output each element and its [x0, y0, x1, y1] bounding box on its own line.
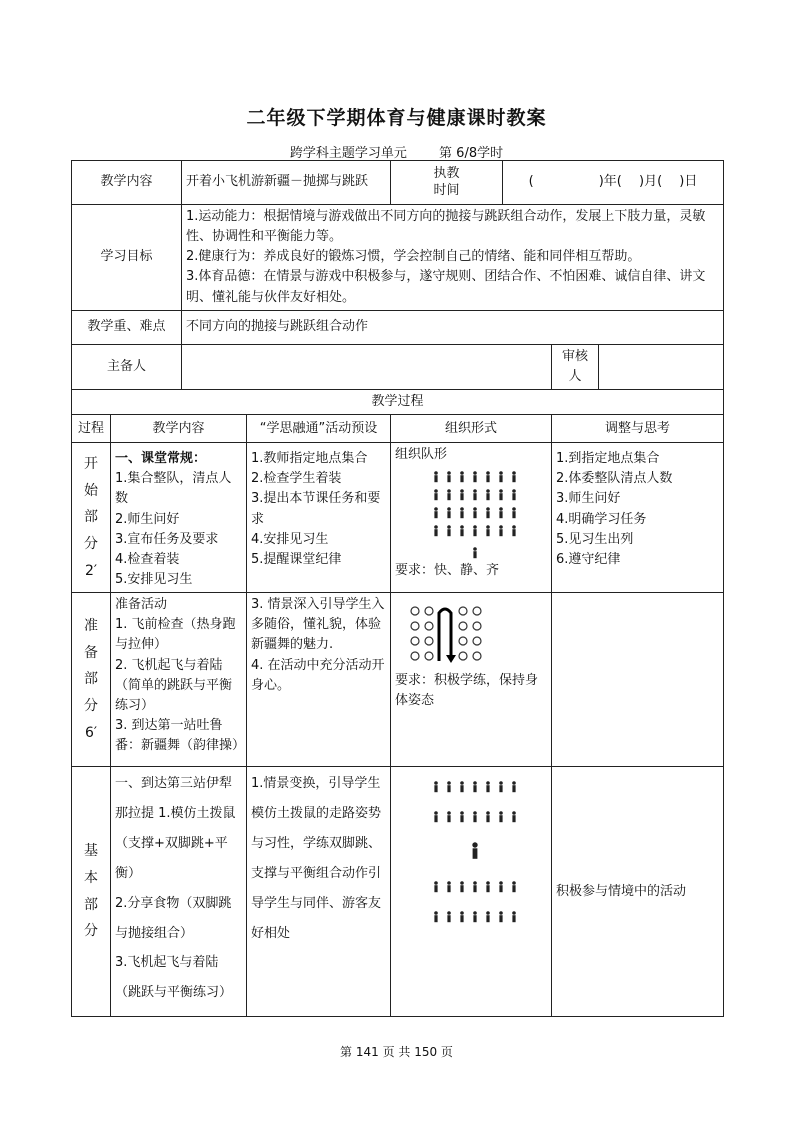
content-label: 教学内容: [72, 161, 182, 205]
date-value: ( )年( )月( )日: [503, 161, 724, 205]
goal-item: 2.健康行为：养成良好的锻炼习惯，学会控制自己的情绪、能和同伴相互帮助。: [186, 249, 641, 265]
student-figure: [499, 811, 503, 815]
student-figure: [473, 815, 476, 822]
student-figure: [512, 507, 516, 511]
student-figure: [512, 529, 515, 536]
student-circle: [473, 622, 481, 630]
student-figure: [512, 881, 516, 885]
student-figure: [434, 915, 437, 922]
student-circle: [473, 607, 481, 615]
student-figure: [460, 493, 463, 500]
student-figure: [434, 507, 438, 511]
student-figure: [486, 511, 489, 518]
student-figure: [512, 815, 515, 822]
org-note: 要求：积极学练，保持身体姿态: [395, 673, 539, 709]
student-figure: [447, 511, 450, 518]
student-figure: [512, 885, 515, 892]
prep-organization: [391, 593, 552, 767]
student-figure: [472, 842, 477, 847]
student-figure: [434, 911, 438, 915]
student-circle: [425, 652, 433, 660]
student-figure: [473, 915, 476, 922]
student-circle: [411, 622, 419, 630]
student-figure: [473, 911, 477, 915]
student-circle: [459, 607, 467, 615]
student-figure: [447, 811, 451, 815]
student-figure: [473, 493, 476, 500]
student-figure: [473, 547, 477, 551]
stage-prep: 准 备 部 分 6′: [72, 593, 111, 767]
teach-time-label: 执教 时间: [391, 161, 503, 205]
student-figure: [499, 815, 502, 822]
student-figure: [499, 529, 502, 536]
student-figure: [473, 811, 477, 815]
student-figure: [499, 525, 503, 529]
student-figure: [434, 493, 437, 500]
student-figure: [486, 475, 489, 482]
student-figure: [512, 911, 516, 915]
student-circle: [459, 622, 467, 630]
student-figure: [447, 911, 451, 915]
student-circle: [425, 637, 433, 645]
student-figure: [473, 881, 477, 885]
lesson-plan-table: [71, 160, 724, 1017]
student-figure: [447, 815, 450, 822]
start-organization: [391, 443, 552, 593]
student-figure: [434, 881, 438, 885]
circle-formation-diagram: [405, 603, 485, 667]
student-figure: [447, 489, 451, 493]
student-figure: [512, 781, 516, 785]
goals-list: [182, 205, 724, 311]
student-figure: [499, 785, 502, 792]
student-figure: [447, 885, 450, 892]
student-figure: [434, 511, 437, 518]
formation-diagram: [416, 467, 526, 559]
route-arrow-head: [446, 655, 456, 663]
process-label: 教学过程: [72, 389, 724, 414]
col-header-activity: “学思融通”活动预设: [247, 415, 391, 443]
student-figure: [447, 785, 450, 792]
prep-adjust: [552, 593, 724, 767]
student-figure: [460, 489, 464, 493]
col-header-content: 教学内容: [111, 415, 247, 443]
student-figure: [447, 881, 451, 885]
student-figure: [473, 848, 478, 859]
student-circle: [473, 652, 481, 660]
student-figure: [473, 885, 476, 892]
student-figure: [434, 781, 438, 785]
student-figure: [460, 507, 464, 511]
student-figure: [434, 815, 437, 822]
student-figure: [512, 489, 516, 493]
student-figure: [447, 529, 450, 536]
student-figure: [434, 471, 438, 475]
student-figure: [447, 471, 451, 475]
student-figure: [486, 885, 489, 892]
page-title: 二年级下学期体育与健康课时教案: [246, 107, 547, 129]
student-figure: [460, 471, 464, 475]
student-circle: [411, 652, 419, 660]
student-figure: [460, 881, 464, 885]
student-figure: [499, 911, 503, 915]
route-arrow: [439, 609, 451, 661]
student-figure: [499, 885, 502, 892]
student-figure: [447, 493, 450, 500]
student-figure: [499, 915, 502, 922]
student-figure: [512, 475, 515, 482]
student-figure: [473, 511, 476, 518]
student-figure: [473, 525, 477, 529]
page-footer: 第 141 页 共 150 页: [340, 1045, 453, 1059]
student-figure: [473, 551, 476, 558]
goals-label: 学习目标: [72, 205, 182, 311]
start-content: 一、课堂常规： 1.集合整队，清点人数 2.师生问好 3.宣布任务及要求 4.检查着装 5.安排见习生: [111, 443, 247, 593]
goal-item: 3.体育品德：在情景与游戏中积极参与，遂守规则、团结合作、不怕困难、诚信自律、讲文明、懂礼能与伙伴友好相处。: [186, 269, 706, 305]
student-figure: [460, 511, 463, 518]
student-figure: [460, 785, 463, 792]
student-figure: [499, 489, 503, 493]
student-figure: [499, 471, 503, 475]
student-figure: [473, 489, 477, 493]
student-figure: [512, 785, 515, 792]
prep-content: 准备活动 1. 飞前检查（热身跑与拉伸） 2. 飞机起飞与着陆（简单的跳跃与平衡练习） 3. 到达第一站吐鲁番：新疆舞（韵律操）: [111, 593, 247, 767]
student-figure: [486, 781, 490, 785]
student-circle: [425, 607, 433, 615]
org-note: 要求：快、静、齐: [395, 563, 500, 579]
student-figure: [460, 529, 463, 536]
student-figure: [447, 781, 451, 785]
content-value: 开着小飞机游新疆－抛掷与跳跃: [182, 161, 391, 205]
reviewer-label: 审核人: [552, 344, 599, 389]
key-points-value: 不同方向的抛接与跳跃组合动作: [182, 310, 724, 344]
student-figure: [499, 493, 502, 500]
basic-organization: [391, 767, 552, 1017]
student-figure: [486, 915, 489, 922]
basic-formation-diagram: [416, 775, 526, 925]
stage-basic: 基 本 部 分: [72, 767, 111, 1017]
student-figure: [486, 493, 489, 500]
unit-label: 跨学科主题学习单元: [289, 146, 407, 161]
student-figure: [486, 489, 490, 493]
student-figure: [460, 815, 463, 822]
student-figure: [447, 475, 450, 482]
reviewer-value: [599, 344, 724, 389]
student-figure: [434, 529, 437, 536]
student-figure: [486, 911, 490, 915]
student-figure: [499, 881, 503, 885]
student-figure: [460, 811, 464, 815]
student-figure: [486, 811, 490, 815]
col-header-stage: 过程: [72, 415, 111, 443]
student-figure: [447, 507, 451, 511]
student-figure: [512, 511, 515, 518]
student-circle: [473, 637, 481, 645]
student-figure: [434, 885, 437, 892]
student-figure: [473, 785, 476, 792]
student-figure: [499, 507, 503, 511]
student-circle: [411, 607, 419, 615]
subtitle: [0, 142, 793, 161]
student-figure: [486, 525, 490, 529]
preparer-label: 主备人: [72, 344, 182, 389]
student-figure: [434, 811, 438, 815]
student-figure: [486, 529, 489, 536]
student-figure: [434, 525, 438, 529]
student-figure: [512, 811, 516, 815]
key-points-label: 教学重、难点: [72, 310, 182, 344]
start-activity: 1.教师指定地点集合 2.检查学生着装 3.提出本节课任务和要求 4.安排见习生 5.提醒课堂纪律: [247, 443, 391, 593]
student-figure: [460, 915, 463, 922]
student-figure: [499, 781, 503, 785]
student-figure: [512, 915, 515, 922]
student-figure: [473, 475, 476, 482]
basic-activity: 1.情景变换，引导学生模仿土拨鼠的走路姿势与习性，学练双脚跳、支撑与平衡组合动作引导学生与同伴、游客友好相处: [247, 767, 391, 1017]
student-figure: [486, 881, 490, 885]
student-circle: [411, 637, 419, 645]
prep-activity: 3. 情景深入引导学生入多随俗，懂礼貌，体验新疆舞的魅力. 4. 在活动中充分活动开身心。: [247, 593, 391, 767]
student-figure: [434, 475, 437, 482]
student-figure: [434, 785, 437, 792]
basic-adjust: 积极参与情境中的活动: [552, 767, 724, 1017]
student-circle: [425, 622, 433, 630]
col-header-adjust: 调整与思考: [552, 415, 724, 443]
student-figure: [486, 471, 490, 475]
start-adjust: 1.到指定地点集合 2.体委整队清点人数 3.师生问好 4.明确学习任务 5.见习生出列 6.遵守纪律: [552, 443, 724, 593]
student-figure: [473, 781, 477, 785]
student-figure: [460, 781, 464, 785]
student-figure: [460, 885, 463, 892]
stage-start: 开 始 部 分 2′: [72, 443, 111, 593]
student-figure: [447, 525, 451, 529]
student-figure: [460, 911, 464, 915]
lesson-label: 第 6/8学时: [439, 146, 504, 161]
student-figure: [473, 529, 476, 536]
org-title: 组织队形: [395, 447, 448, 463]
goal-item: 1.运动能力：根据情境与游戏做出不同方向的抛接与跳跃组合动作，发展上下肢力量，灵敏性、协调性和平衡能力等。: [186, 209, 706, 245]
student-figure: [434, 489, 438, 493]
student-figure: [512, 471, 516, 475]
preparer-value: [182, 344, 552, 389]
student-figure: [460, 525, 464, 529]
student-figure: [486, 815, 489, 822]
student-figure: [512, 493, 515, 500]
student-figure: [499, 475, 502, 482]
student-figure: [473, 507, 477, 511]
col-header-organization: 组织形式: [391, 415, 552, 443]
student-figure: [486, 785, 489, 792]
student-figure: [512, 525, 516, 529]
student-figure: [460, 475, 463, 482]
student-figure: [473, 471, 477, 475]
student-figure: [447, 915, 450, 922]
student-figure: [486, 507, 490, 511]
student-circle: [459, 652, 467, 660]
student-circle: [459, 637, 467, 645]
basic-content: 一、到达第三站伊犁那拉提 1.模仿土拨鼠（支撑+双脚跳+平衡） 2.分享食物（双脚跳与抛接组合） 3.飞机起飞与着陆（跳跃与平衡练习）: [111, 767, 247, 1017]
student-figure: [499, 511, 502, 518]
